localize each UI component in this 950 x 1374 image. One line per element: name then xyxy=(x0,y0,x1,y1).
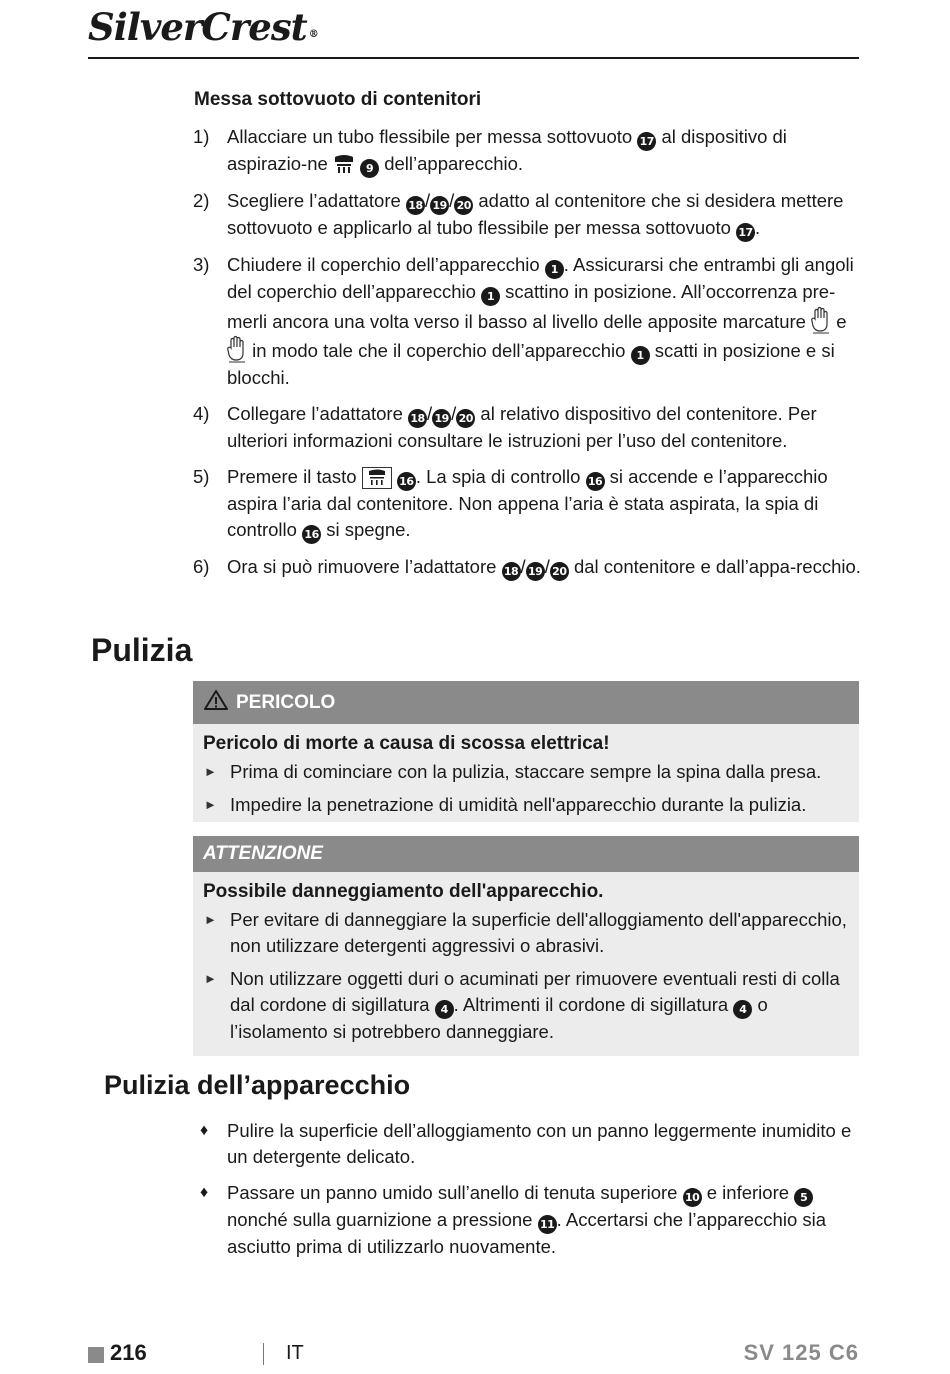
text-segment: Scegliere l’adattatore xyxy=(227,190,406,211)
part-number-badge: 19 xyxy=(526,562,545,581)
footer-separator xyxy=(263,1343,264,1365)
danger-item: ► Prima di cominciare con la pulizia, staccare sempre la spina dalla presa. xyxy=(193,759,859,785)
hand-icon xyxy=(811,306,831,334)
text-segment: adatto al contenitore che si desidera mettere sottovuoto e applicarlo al tubo flessibile per messa sottovuoto xyxy=(227,190,844,238)
part-number-badge: 16 xyxy=(586,472,605,491)
vacuum-button-icon xyxy=(362,467,392,489)
part-number-badge: 1 xyxy=(631,346,650,365)
text-segment: scattino in posizione. All’occorrenza pre-merli ancora una volta verso il basso al livello delle apposite marcature xyxy=(227,281,836,332)
step-text xyxy=(227,554,861,581)
step-item xyxy=(193,554,861,581)
text-segment: / xyxy=(424,190,431,211)
step-number: 6) xyxy=(193,556,210,577)
part-number-badge: 18 xyxy=(406,196,425,215)
arrow-bullet-icon: ► xyxy=(204,912,217,927)
model-number: SV 125 C6 xyxy=(743,1340,859,1365)
step-number: 2) xyxy=(193,190,210,211)
device-cleaning-item xyxy=(200,1180,860,1260)
step-text xyxy=(227,124,861,178)
text-segment: / xyxy=(544,556,550,577)
page-footer xyxy=(88,1340,859,1370)
text-segment: Pulire la superficie dell’alloggiamento con un panno leggermente inumidito e un detergente delicato. xyxy=(227,1120,852,1167)
part-number-badge: 5 xyxy=(794,1188,813,1207)
part-number-badge: 1 xyxy=(481,287,500,306)
part-number-badge: 18 xyxy=(408,409,427,428)
danger-header xyxy=(193,681,859,724)
step-text xyxy=(227,464,861,544)
caution-box xyxy=(193,836,859,1056)
text-segment: / xyxy=(449,190,455,211)
device-cleaning-heading: Pulizia dell’apparecchio xyxy=(104,1070,411,1100)
text-segment: / xyxy=(520,556,526,577)
step-text xyxy=(227,252,861,391)
diamond-bullet-icon: ♦ xyxy=(200,1122,209,1139)
text-segment: si spegne. xyxy=(321,519,411,540)
suction-icon xyxy=(333,154,355,176)
part-number-badge: 4 xyxy=(435,1000,454,1019)
step-item xyxy=(193,252,861,391)
text-segment: . Assicurarsi che entrambi gli angoli del coperchio dell’apparecchio xyxy=(227,254,854,302)
text-segment xyxy=(355,153,360,174)
text-segment: . xyxy=(755,217,761,238)
step-number: 1) xyxy=(193,126,210,147)
part-number-badge: 19 xyxy=(430,196,449,215)
part-number-badge: 16 xyxy=(302,525,321,544)
step-number: 3) xyxy=(193,254,210,275)
text-segment: nonché sulla guarnizione a pressione xyxy=(227,1209,538,1230)
step-text xyxy=(227,401,861,454)
hand-icon xyxy=(227,335,247,363)
part-number-badge: 20 xyxy=(550,562,569,581)
text-segment: Premere il tasto xyxy=(227,466,362,487)
part-number-badge: 1 xyxy=(545,260,564,279)
part-number-badge: 9 xyxy=(360,159,379,178)
logo-text: SilverCrest xyxy=(88,5,307,49)
text-segment: Non utilizzare oggetti duri o acuminati per rimuovere eventuali resti di colla dal cordone di sigillatura xyxy=(230,968,840,1015)
text-segment: al dispositivo di aspirazio-ne xyxy=(227,126,787,174)
brand-logo xyxy=(88,4,318,50)
part-number-badge: 4 xyxy=(733,1000,752,1019)
text-segment: dal contenitore e dall’appa-recchio. xyxy=(568,556,861,577)
text-segment: . La spia di controllo xyxy=(415,466,586,487)
caution-subtitle: Possibile danneggiamento dell'apparecchio. xyxy=(203,881,604,902)
text-segment: si accende e l’apparecchio aspira l’aria dal contenitore. Non appena l’aria è stata aspirata, la spia di controllo xyxy=(227,466,828,540)
text-segment: Ora si può rimuovere l’adattatore xyxy=(227,556,502,577)
part-number-badge: 17 xyxy=(736,223,755,242)
part-number-badge: 20 xyxy=(456,409,475,428)
caution-item xyxy=(193,966,859,1045)
text-segment: . Altrimenti il cordone di sigillatura xyxy=(453,994,734,1015)
header-rule xyxy=(88,57,859,59)
arrow-bullet-icon: ► xyxy=(204,971,217,986)
step-item xyxy=(193,401,861,454)
step-item xyxy=(193,464,861,544)
step-text xyxy=(227,188,861,242)
part-number-badge: 18 xyxy=(502,562,521,581)
step-item xyxy=(193,188,861,242)
danger-item: ► Impedire la penetrazione di umidità nell'apparecchio durante la pulizia. xyxy=(193,792,859,818)
text-segment: al relativo dispositivo del contenitore. Per ulteriori informazioni consultare le istruzioni per l’uso del contenitore. xyxy=(227,403,817,451)
diamond-bullet-icon: ♦ xyxy=(200,1184,209,1201)
caution-item xyxy=(193,907,859,959)
text-segment: e xyxy=(831,311,847,332)
cleaning-heading: Pulizia xyxy=(91,632,193,668)
text-segment: in modo tale che il coperchio dell’apparecchio xyxy=(247,340,631,361)
section-title: Messa sottovuoto di contenitori xyxy=(194,89,482,110)
text-segment: / xyxy=(451,403,457,424)
part-number-badge: 20 xyxy=(454,196,473,215)
danger-label: PERICOLO xyxy=(236,691,336,713)
text-segment: Passare un panno umido sull’anello di tenuta superiore xyxy=(227,1182,683,1203)
text-segment: o l’isolamento si potrebbero danneggiare. xyxy=(230,994,768,1042)
registered-mark: ® xyxy=(308,29,318,40)
text-segment: Chiudere il coperchio dell’apparecchio xyxy=(227,254,545,275)
caution-header: ATTENZIONE xyxy=(193,836,859,872)
part-number-badge: 17 xyxy=(637,132,656,151)
text-segment xyxy=(392,466,397,487)
text-segment: scatti in posizione e si blocchi. xyxy=(227,340,835,388)
text-segment: Allacciare un tubo flessibile per messa sottovuoto xyxy=(227,126,638,147)
step-number: 4) xyxy=(193,403,210,424)
part-number-badge: 19 xyxy=(432,409,451,428)
footer-square xyxy=(88,1347,104,1363)
text-segment: e inferiore xyxy=(701,1182,795,1203)
steps-list xyxy=(193,124,861,591)
language-code: IT xyxy=(286,1342,304,1364)
device-cleaning-item xyxy=(200,1118,860,1170)
arrow-bullet-icon: ► xyxy=(204,797,217,812)
step-item xyxy=(193,124,861,178)
part-number-badge: 10 xyxy=(683,1188,702,1207)
part-number-badge: 16 xyxy=(397,472,416,491)
text-segment: / xyxy=(427,403,433,424)
warning-triangle-icon xyxy=(203,689,229,717)
part-number-badge: 11 xyxy=(538,1215,557,1234)
danger-subtitle: Pericolo di morte a causa di scossa elettrica! xyxy=(203,733,610,754)
step-number: 5) xyxy=(193,466,210,487)
text-segment: Per evitare di danneggiare la superficie dell'alloggiamento dell'apparecchio, non utilizzare detergenti aggressivi o abrasivi. xyxy=(230,909,847,956)
danger-box xyxy=(193,681,859,822)
text-segment: Collegare l’adattatore xyxy=(227,403,408,424)
page-number: 216 xyxy=(110,1340,147,1365)
arrow-bullet-icon: ► xyxy=(204,764,217,779)
text-segment: . Accertarsi che l’apparecchio sia asciutto prima di utilizzarlo nuovamente. xyxy=(227,1209,827,1257)
text-segment: dell’apparecchio. xyxy=(379,153,524,174)
